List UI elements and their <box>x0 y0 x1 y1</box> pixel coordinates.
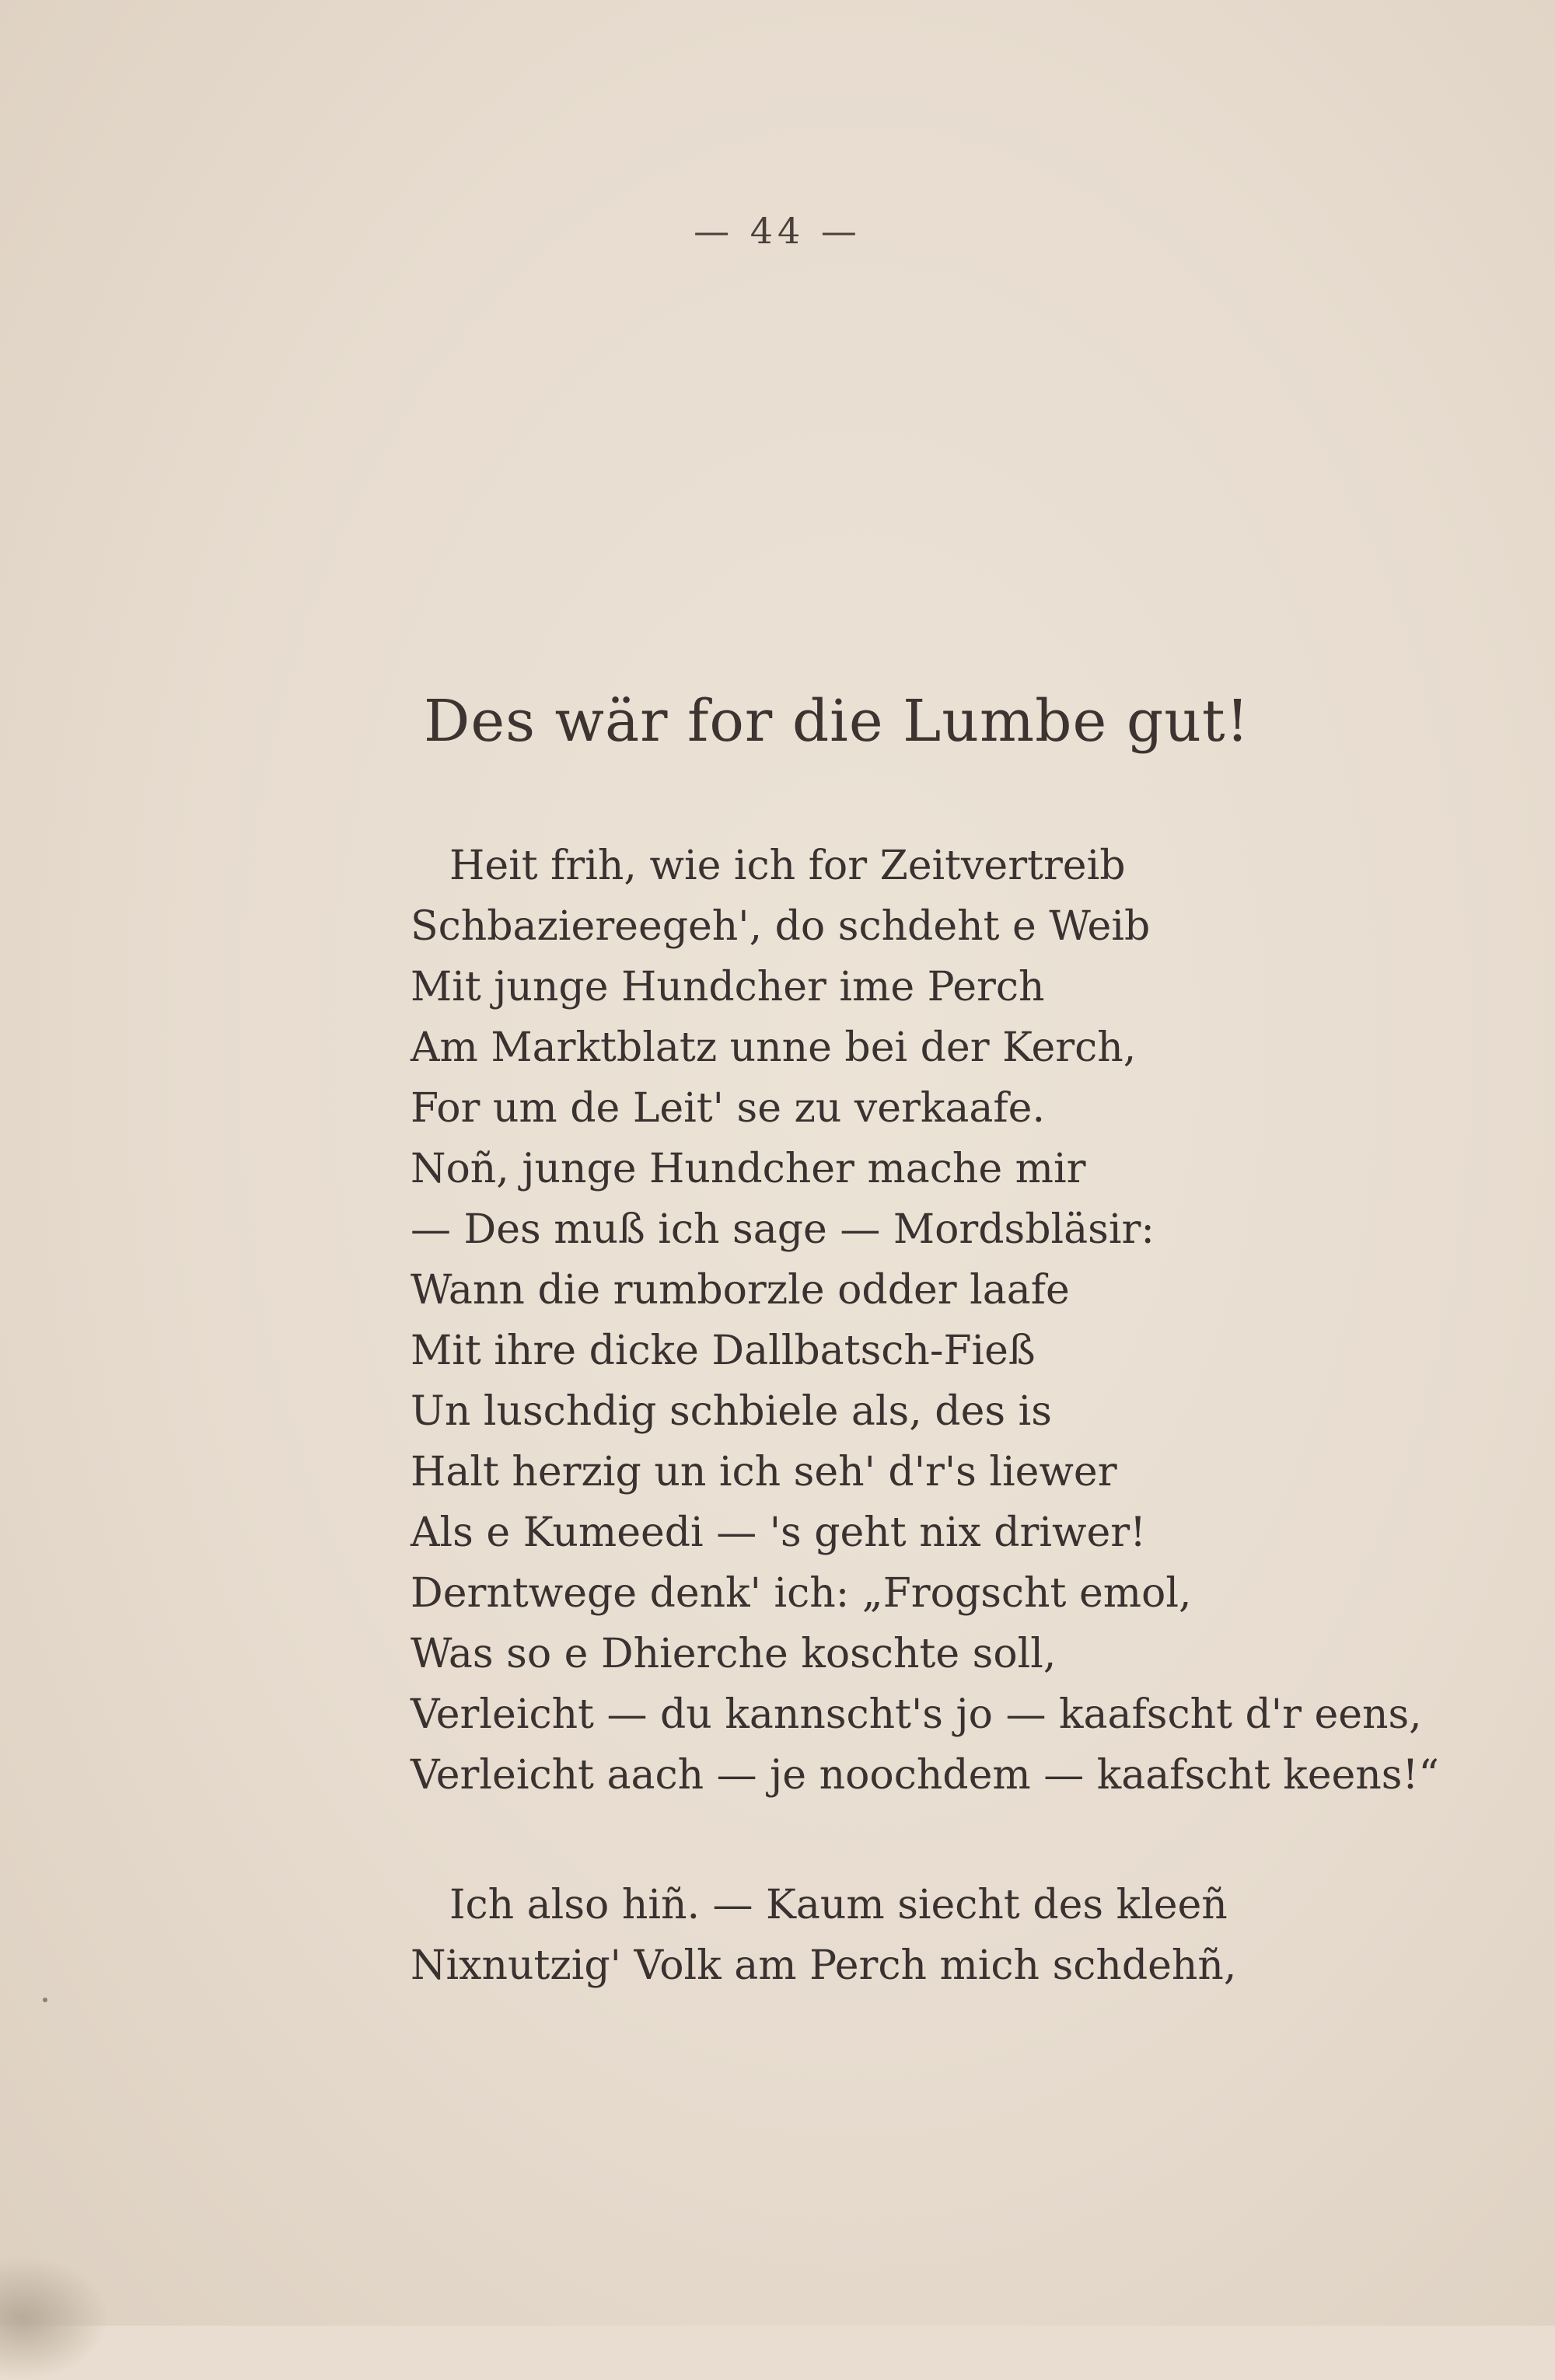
paper-speck <box>43 1998 47 2002</box>
poem-title: Des wär for die Lumbe gut! <box>424 688 1250 755</box>
poem-line: Als e Kumeedi — 's geht nix driwer! <box>411 1509 1147 1556</box>
poem-line: Mit junge Hundcher ime Perch <box>411 964 1045 1010</box>
stanza-2 <box>411 1875 1421 1996</box>
poem-line: Un luschdig schbiele als, des is <box>411 1388 1052 1435</box>
poem-line: Derntwege denk' ich: „Frogscht emol, <box>411 1570 1192 1617</box>
page-corner-shadow <box>0 2256 109 2380</box>
poem-line: Verleicht aach — je noochdem — kaafscht keens!“ <box>411 1752 1439 1799</box>
poem-line: Schbaziereegeh', do schdeht e Weib <box>411 903 1151 950</box>
page-number: — 44 — <box>694 210 861 252</box>
poem-line: For um de Leit' se zu verkaafe. <box>411 1085 1045 1132</box>
poem-line: Ich also hiñ. — Kaum siecht des kleeñ <box>449 1882 1228 1928</box>
poem-line: Wann die rumborzle odder laafe <box>411 1267 1070 1314</box>
poem-line: Heit frih, wie ich for Zeitvertreib <box>449 843 1126 889</box>
poem-line: Nixnutzig' Volk am Perch mich schdehñ, <box>411 1942 1237 1989</box>
stanza-1 <box>411 836 1439 1806</box>
poem-line: Was so e Dhierche koschte soll, <box>411 1631 1057 1677</box>
poem-line: Mit ihre dicke Dallbatsch-Fieß <box>411 1328 1036 1374</box>
poem-line: — Des muß ich sage — Mordsbläsir: <box>411 1206 1155 1253</box>
poem-line: Am Marktblatz unne bei der Kerch, <box>411 1024 1137 1071</box>
poem-line: Halt herzig un ich seh' d'r's liewer <box>411 1449 1117 1495</box>
poem-line: Verleicht — du kannscht's jo — kaafscht d'r eens, <box>411 1691 1422 1738</box>
poem-line: Noñ, junge Hundcher mache mir <box>411 1146 1086 1192</box>
